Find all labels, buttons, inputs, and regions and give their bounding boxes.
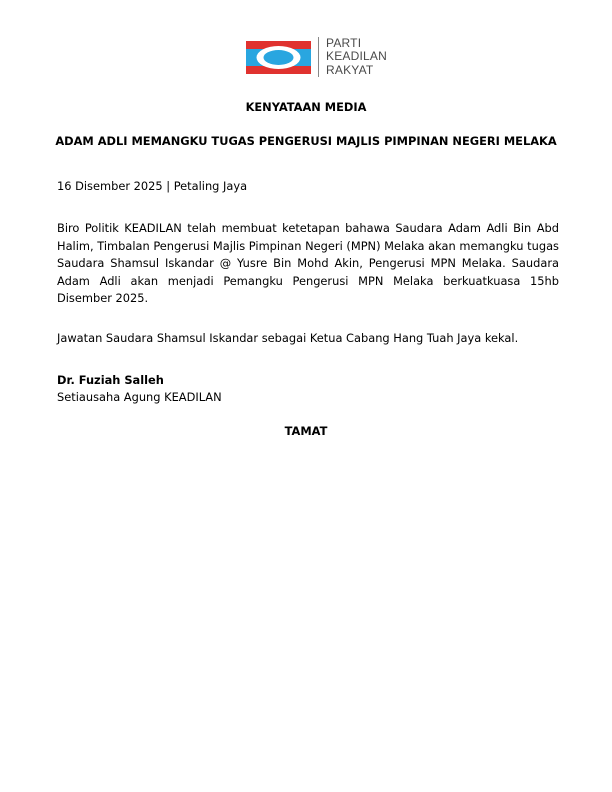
logo-line-1: PARTI xyxy=(326,36,362,50)
logo-line-2: KEADILAN xyxy=(326,49,387,64)
pkr-flag-icon xyxy=(246,41,311,74)
end-mark: TAMAT xyxy=(284,424,328,438)
logo-divider xyxy=(318,37,319,77)
body-paragraph-2: Jawatan Saudara Shamsul Iskandar sebagai Ketua Cabang Hang Tuah Jaya kekal. xyxy=(57,331,519,345)
signatory-name: Dr. Fuziah Salleh xyxy=(57,373,164,387)
logo-line-3: RAKYAT xyxy=(326,62,374,77)
body-paragraph-1: Biro Politik KEADILAN telah membuat ketetapan bahawa Saudara Adam Adli Bin Abd Halim, Timbalan Pengerusi Majlis Pimpinan Negeri (MPN) Melaka akan memangku tugas Saudara Shamsul Iskandar @ Yusre Bin Mohd Akin, Pengerusi MPN Melaka. Saudara Adam Adli akan menjadi Pemangku Pengerusi MPN Melaka berkuatkuasa 15hb Disember 2025. xyxy=(57,221,559,305)
party-logo xyxy=(246,37,396,77)
date-line: 16 Disember 2025 | Petaling Jaya xyxy=(57,179,248,193)
signatory-title: Setiausaha Agung KEADILAN xyxy=(57,390,222,404)
document-title: ADAM ADLI MEMANGKU TUGAS PENGERUSI MAJLIS PIMPINAN NEGERI MELAKA xyxy=(55,134,557,148)
logo-wordmark xyxy=(326,37,387,77)
document-header: KENYATAAN MEDIA xyxy=(245,100,367,114)
